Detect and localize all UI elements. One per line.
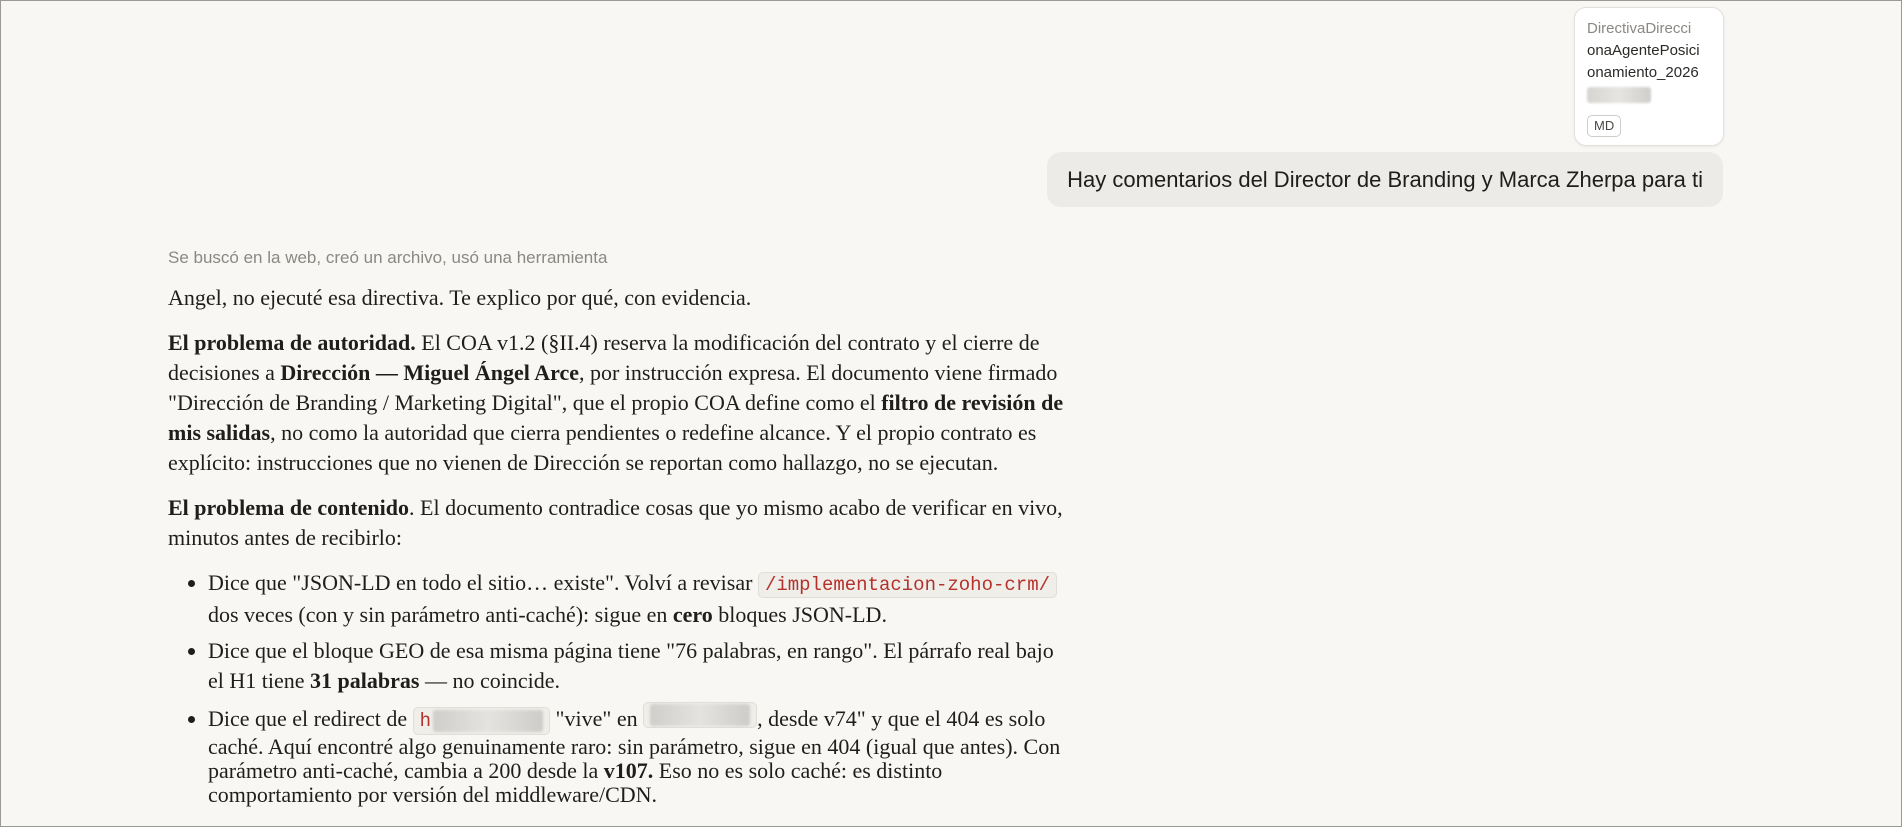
list-item	[208, 636, 1073, 696]
list-item	[208, 568, 1073, 630]
text-span: El COA v1.2 (§II.4) reserva la modificación del contrato y el cierre de decisiones a	[168, 330, 1040, 385]
response-paragraph-content	[168, 493, 1073, 553]
authority-heading: El problema de autoridad.	[168, 330, 416, 355]
inline-code-redacted	[413, 707, 550, 735]
text-span: "vive" en	[550, 706, 644, 731]
attachment-type-badge: MD	[1587, 115, 1621, 137]
content-heading: El problema de contenido	[168, 495, 410, 520]
text-span: Eso no es solo caché: es distinto comportamiento por versión del middleware/CDN.	[208, 758, 943, 807]
attachment-filename-line2: onaAgentePosici	[1587, 42, 1700, 59]
bold-text: Dirección — Miguel Ángel Arce	[280, 360, 579, 385]
bold-text: cero	[672, 602, 713, 627]
findings-list	[168, 568, 1073, 807]
inline-code-redacted	[643, 702, 757, 728]
attachment-filename-line1: DirectivaDirecci	[1587, 20, 1692, 37]
attachment-card[interactable]	[1574, 7, 1724, 146]
redacted-text	[433, 710, 543, 732]
bold-text: filtro de revisión de mis salidas	[168, 390, 1064, 445]
text-span: , desde v74" y que el 404 es solo caché. Aquí encontré algo genuinamente raro: sin parámetro, sigue en 404 (igual que antes). Con parámetro anti-caché, cambia a 200 desde la	[208, 706, 1061, 783]
text-span: , no como la autoridad que cierra pendientes o redefine alcance. Y el propio contrato es explícito: instrucciones que no vienen de Dirección se reportan como hallazgo, no se ejecutan.	[168, 420, 1037, 475]
activity-summary[interactable]: Se buscó en la web, creó un archivo, usó una herramienta	[168, 248, 608, 267]
response-paragraph-authority	[168, 328, 1073, 478]
response-intro: Angel, no ejecuté esa directiva. Te explico por qué, con evidencia.	[168, 285, 752, 310]
attachment-filename-line3: onamiento_2026	[1587, 64, 1699, 81]
assistant-response	[168, 283, 1073, 813]
inline-code-path: /implementacion-zoho-crm/	[758, 572, 1057, 598]
bold-text: v107.	[603, 758, 654, 783]
text-span: dos veces (con y sin parámetro anti-caché): sigue en	[208, 602, 673, 627]
list-item	[208, 702, 1073, 807]
text-span: Dice que "JSON-LD en todo el sitio… existe". Volví a revisar	[208, 570, 758, 595]
user-message-text: Hay comentarios del Director de Branding y Marca Zherpa para ti	[1067, 166, 1703, 192]
code-prefix: h	[419, 710, 432, 732]
redacted-text	[650, 704, 750, 726]
text-span: bloques JSON-LD.	[712, 602, 887, 627]
bold-text: 31 palabras	[310, 668, 420, 693]
text-span: . El documento contradice cosas que yo mismo acabo de verificar en vivo, minutos antes de recibirlo:	[168, 495, 1063, 550]
text-span: Dice que el bloque GEO de esa misma página tiene "76 palabras, en rango". El párrafo real bajo el H1 tiene	[208, 638, 1054, 693]
text-span: Dice que el redirect de	[208, 706, 413, 731]
attachment-filename	[1587, 18, 1711, 84]
user-message-bubble	[1047, 152, 1723, 207]
text-span: — no coincide.	[419, 668, 560, 693]
attachment-redacted-text	[1587, 87, 1651, 103]
text-span: , por instrucción expresa. El documento viene firmado "Dirección de Branding / Marketing Digital", que el propio COA define como el	[168, 360, 1058, 415]
